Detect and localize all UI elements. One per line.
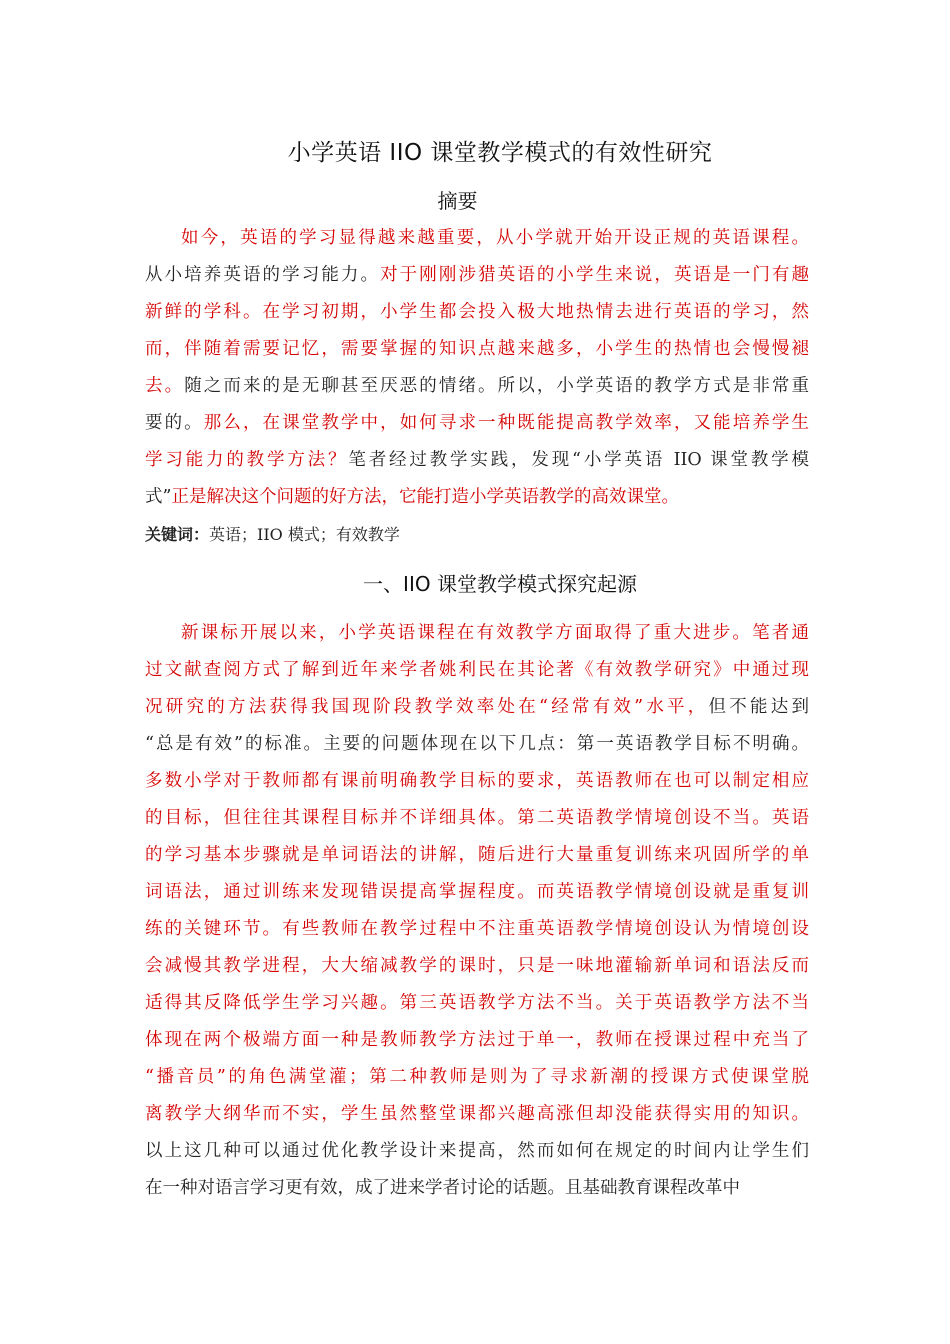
highlighted-text: 新课标开展以来，小学英语课程在有效教学方面取得了重大进步。笔者通 bbox=[181, 623, 809, 643]
body-text: 式” bbox=[145, 487, 172, 507]
text-line bbox=[145, 368, 809, 405]
text-line bbox=[145, 1133, 809, 1170]
highlighted-text: 的学习基本步骤就是单词语法的讲解，随后进行大量重复训练来巩固所学的单 bbox=[145, 845, 809, 865]
section-paragraph bbox=[145, 615, 809, 1207]
text-line bbox=[145, 911, 809, 948]
body-text: 但不能达到 bbox=[708, 697, 809, 717]
text-line bbox=[145, 837, 809, 874]
text-line bbox=[145, 874, 809, 911]
text-line bbox=[145, 479, 809, 516]
text-line bbox=[145, 442, 809, 479]
highlighted-text: 那么，在课堂教学中，如何寻求一种既能提高教学效率，又能培养学生 bbox=[203, 413, 810, 433]
highlighted-text: 会减慢其教学进程，大大缩减教学的课时，只是一味地灌输新单词和语法反而 bbox=[145, 956, 809, 976]
text-line bbox=[145, 800, 809, 837]
text-line bbox=[145, 763, 809, 800]
text-line bbox=[145, 1022, 809, 1059]
text-line bbox=[145, 652, 809, 689]
highlighted-text: 去。 bbox=[145, 376, 185, 396]
body-text: 笔者经过教学实践，发现“小学英语 IIO 课堂教学模 bbox=[348, 450, 809, 470]
text-line bbox=[145, 405, 809, 442]
text-line bbox=[145, 257, 809, 294]
highlighted-text: “播音员”的角色满堂灌；第二种教师是则为了寻求新潮的授课方式使课堂脱 bbox=[145, 1067, 809, 1087]
highlighted-text: 正是解决这个问题的好方法，它能打造小学英语教学的高效课堂。 bbox=[171, 487, 679, 507]
body-text: 从小培养英语的学习能力。 bbox=[145, 265, 381, 285]
text-line bbox=[145, 948, 809, 985]
highlighted-text: 练的关键环节。有些教师在教学过程中不注重英语教学情境创设认为情境创设 bbox=[145, 919, 809, 939]
highlighted-text: 如今，英语的学习显得越来越重要，从小学就开始开设正规的英语课程。 bbox=[181, 228, 809, 248]
body-text: 随之而来的是无聊甚至厌恶的情绪。所以，小学英语的教学方式是非常重 bbox=[184, 376, 810, 396]
highlighted-text: 词语法，通过训练来发现错误提高掌握程度。而英语教学情境创设就是重复训 bbox=[145, 882, 809, 902]
highlighted-text: 而，伴随着需要记忆，需要掌握的知识点越来越多，小学生的热情也会慢慢褪 bbox=[145, 339, 809, 359]
text-line bbox=[145, 985, 809, 1022]
text-line bbox=[145, 1096, 809, 1133]
highlighted-text: 的目标，但往往其课程目标并不详细具体。第二英语教学情境创设不当。英语 bbox=[145, 808, 809, 828]
highlighted-text: 学习能力的教学方法？ bbox=[145, 450, 349, 470]
keywords-label: 关键词： bbox=[145, 525, 210, 544]
keywords-line bbox=[145, 518, 400, 552]
abstract-paragraph bbox=[145, 220, 809, 516]
text-line bbox=[145, 615, 809, 652]
text-line bbox=[145, 331, 809, 368]
body-text: 在一种对语言学习更有效，成了进来学者讨论的话题。且基础教育课程改革中 bbox=[145, 1178, 740, 1198]
highlighted-text: 过文献查阅方式了解到近年来学者姚利民在其论著《有效教学研究》中通过现 bbox=[145, 660, 809, 680]
highlighted-text: 离教学大纲华而不实，学生虽然整堂课都兴趣高涨但却没能获得实用的知识。 bbox=[145, 1104, 809, 1124]
body-text: 要的。 bbox=[145, 413, 204, 433]
text-line bbox=[145, 726, 809, 763]
highlighted-text: 新鲜的学科。在学习初期，小学生都会投入极大地热情去进行英语的学习，然 bbox=[145, 302, 809, 322]
highlighted-text: 对于刚刚涉猎英语的小学生来说，英语是一门有趣 bbox=[380, 265, 810, 285]
highlighted-text: 多数小学对于教师都有课前明确教学目标的要求，英语教师在也可以制定相应 bbox=[145, 771, 809, 791]
highlighted-text: 况研究的方法获得我国现阶段教学效率处在“经常有效”水平， bbox=[145, 697, 709, 717]
keywords-text: 英语；IIO 模式；有效教学 bbox=[209, 525, 400, 544]
highlighted-text: 适得其反降低学生学习兴趣。第三英语教学方法不当。关于英语教学方法不当 bbox=[145, 993, 809, 1013]
body-text: 以上这几种可以通过优化教学设计来提高，然而如何在规定的时间内让学生们 bbox=[145, 1141, 809, 1161]
text-line bbox=[145, 1059, 809, 1096]
abstract-heading: 摘要 bbox=[437, 189, 478, 213]
document-title: 小学英语 IIO 课堂教学模式的有效性研究 bbox=[287, 140, 713, 166]
text-line bbox=[145, 1170, 809, 1207]
section-heading: 一、IIO 课堂教学模式探究起源 bbox=[363, 572, 637, 596]
body-text: “总是有效”的标准。主要的问题体现在以下几点：第一英语教学目标不明确。 bbox=[145, 734, 809, 754]
highlighted-text: 体现在两个极端方面一种是教师教学方法过于单一，教师在授课过程中充当了 bbox=[145, 1030, 809, 1050]
text-line bbox=[145, 294, 809, 331]
text-line bbox=[145, 220, 809, 257]
text-line bbox=[145, 689, 809, 726]
